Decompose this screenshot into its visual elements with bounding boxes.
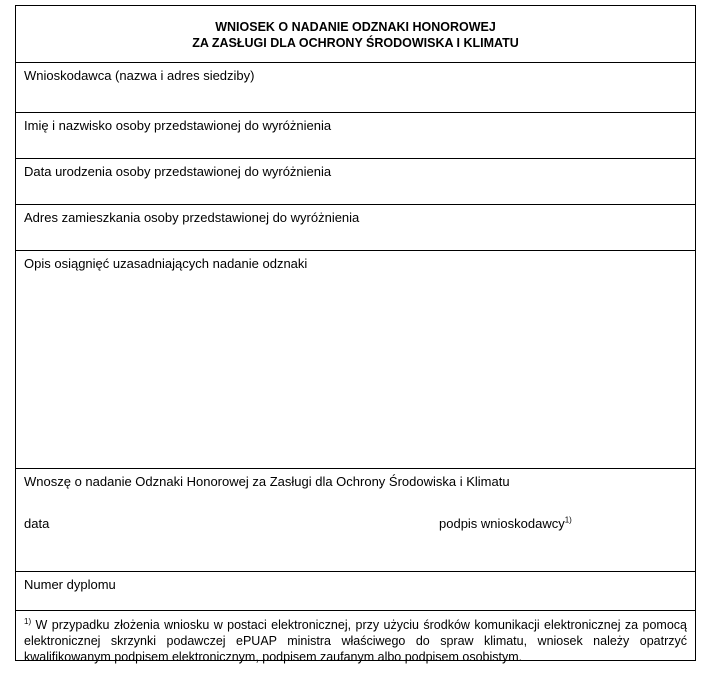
- footnote: [24, 617, 687, 665]
- address-field[interactable]: [16, 205, 695, 251]
- form-title-line-1: WNIOSEK O NADANIE ODZNAKI HONOROWEJ: [215, 20, 496, 34]
- signature-footnote-mark: 1): [564, 515, 572, 525]
- request-text: Wnoszę o nadanie Odznaki Honorowej za Zasługi dla Ochrony Środowiska i Klimatu: [24, 474, 510, 489]
- footnote-mark: 1): [24, 616, 32, 626]
- birthdate-field[interactable]: [16, 159, 695, 205]
- diploma-number-label: Numer dyplomu: [24, 577, 116, 592]
- signature-label: [439, 516, 572, 531]
- signature-label-text: podpis wnioskodawcy: [439, 516, 565, 531]
- form-title: [16, 19, 695, 51]
- application-form: [15, 5, 696, 664]
- address-label: Adres zamieszkania osoby przedstawionej do wyróżnienia: [24, 210, 360, 225]
- form-title-line-2: ZA ZASŁUGI DLA OCHRONY ŚRODOWISKA I KLIMATU: [192, 36, 519, 50]
- form-header: [16, 6, 695, 63]
- birthdate-label: Data urodzenia osoby przedstawionej do wyróżnienia: [24, 164, 332, 179]
- person-name-field[interactable]: [16, 113, 695, 159]
- applicant-field[interactable]: [16, 63, 695, 113]
- achievements-label: Opis osiągnięć uzasadniających nadanie odznaki: [24, 256, 308, 271]
- date-label: data: [24, 516, 50, 531]
- person-name-label: Imię i nazwisko osoby przedstawionej do wyróżnienia: [24, 118, 332, 133]
- footnote-text: W przypadku złożenia wniosku w postaci elektronicznej, przy użyciu środków komunikacji elektronicznej za pomocą elektronicznej skrzynki podawczej ePUAP ministra właściwego do spraw klimatu, wniosek należy opatrzyć kwalifikowanym podpisem elektronicznym, podpisem zaufanym albo podpisem osobistym.: [24, 618, 687, 664]
- request-section: [16, 469, 695, 572]
- applicant-label: Wnioskodawca (nazwa i adres siedziby): [24, 68, 255, 83]
- achievements-field[interactable]: [16, 251, 695, 469]
- diploma-number-field[interactable]: [16, 572, 695, 611]
- footnote-section: [16, 611, 695, 664]
